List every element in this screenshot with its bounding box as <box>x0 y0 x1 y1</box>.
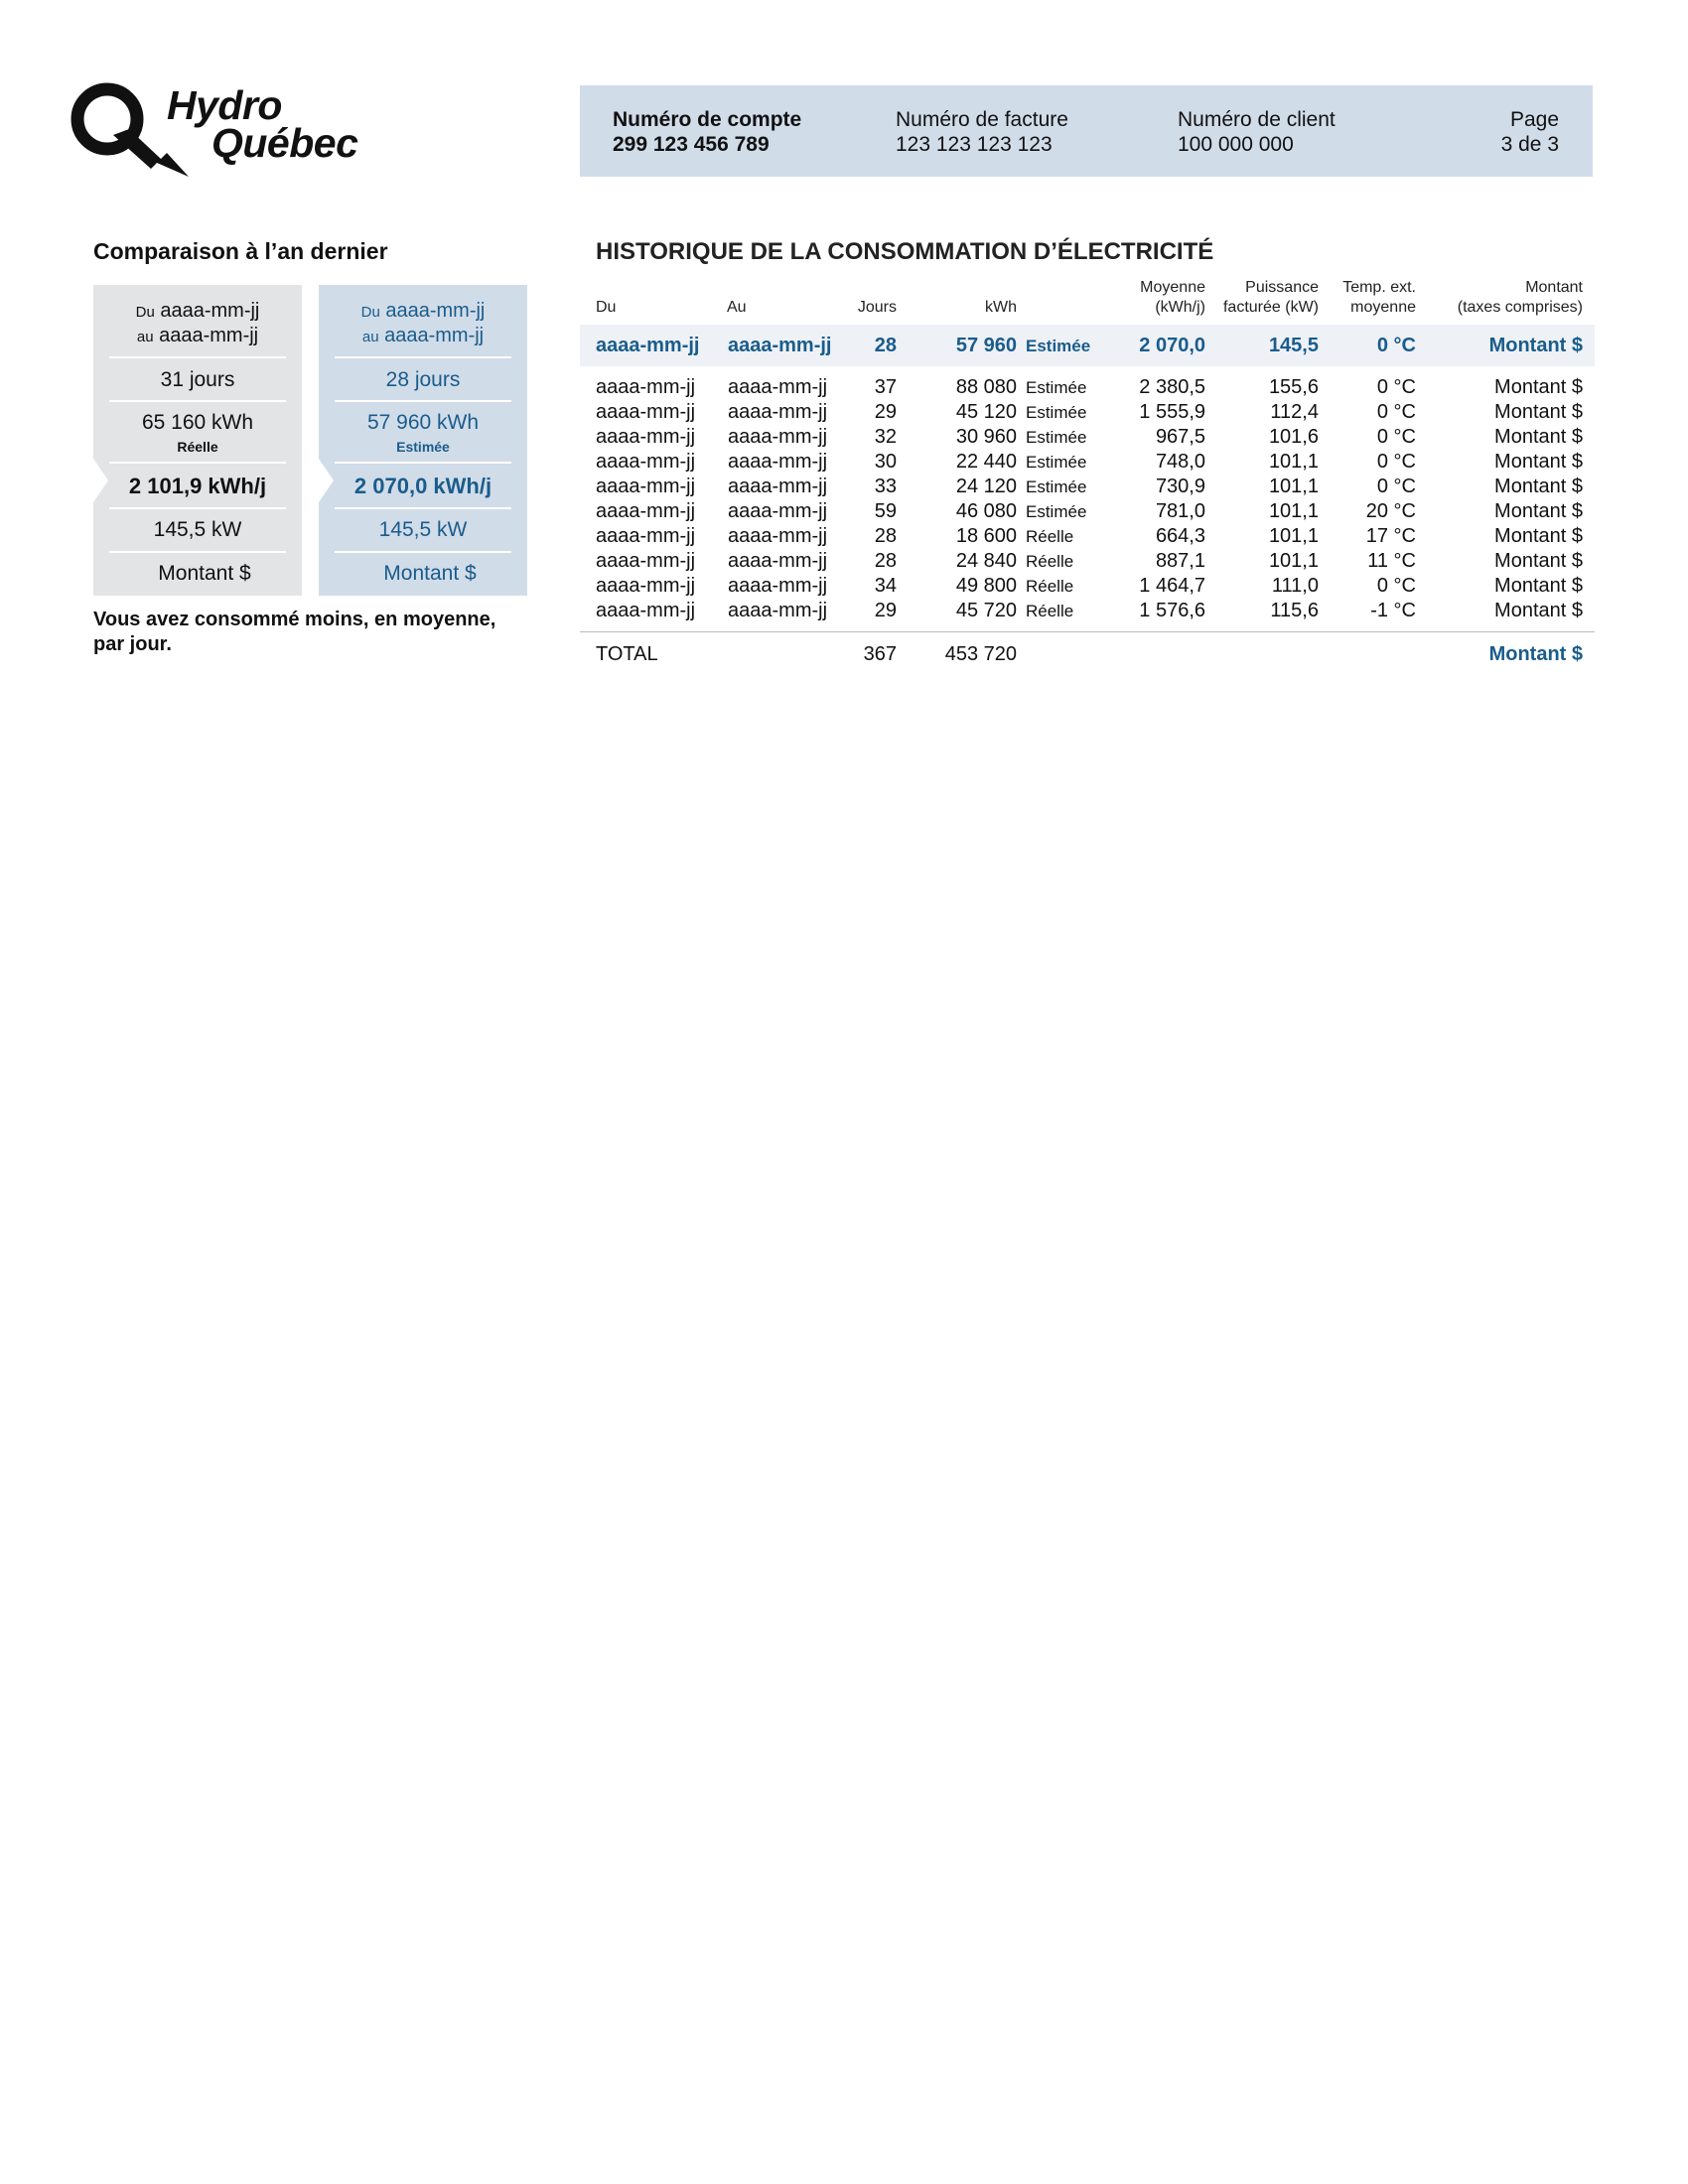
comparison-note-line2: par jour. <box>93 633 172 655</box>
table-row-puissance: 101,1 <box>1268 525 1319 547</box>
divider <box>335 551 511 553</box>
table-row-temp: -1 °C <box>1370 600 1416 621</box>
table-row-du: aaaa-mm-jj <box>596 600 696 621</box>
account-number-label: Numéro de compte <box>613 108 802 131</box>
account-number-block <box>613 107 801 157</box>
logo-text-quebec: Québec <box>211 120 358 166</box>
table-row-temp: 20 °C <box>1365 500 1416 522</box>
table-row-au: aaaa-mm-jj <box>728 525 828 547</box>
table-row-puissance: 115,6 <box>1270 600 1319 621</box>
table-row-jours: 37 <box>874 376 897 398</box>
table-row-au: aaaa-mm-jj <box>728 500 828 522</box>
table-row-moyenne: 1 464,7 <box>1139 575 1205 597</box>
col-header-temp: Temp. ext. moyenne <box>1342 279 1416 316</box>
table-row-status: Estimée <box>1026 378 1087 397</box>
table-row-temp: 11 °C <box>1367 550 1416 572</box>
table-row-moyenne: 748,0 <box>1155 451 1205 473</box>
col-header-moyenne: Moyenne (kWh/j) <box>1140 279 1205 316</box>
table-row-du: aaaa-mm-jj <box>596 476 696 497</box>
invoice-number-value: 123 123 123 123 <box>896 133 1053 156</box>
page-label: Page <box>1509 108 1559 131</box>
table-row-moyenne: 781,0 <box>1155 500 1205 522</box>
table-row-au: aaaa-mm-jj <box>728 376 828 398</box>
curr-period-to: au aaaa-mm-jj <box>361 325 485 346</box>
client-number-label: Numéro de client <box>1178 108 1336 131</box>
current-row-au: aaaa-mm-jj <box>728 335 832 356</box>
table-row-status: Estimée <box>1026 478 1087 496</box>
table-row-puissance: 101,1 <box>1268 451 1319 473</box>
prev-period-from: Du aaaa-mm-jj <box>135 300 260 322</box>
table-row-puissance: 101,6 <box>1268 426 1319 448</box>
table-row-du: aaaa-mm-jj <box>596 575 696 597</box>
current-row-jours: 28 <box>874 335 897 356</box>
table-row-temp: 0 °C <box>1376 401 1416 423</box>
table-row-du: aaaa-mm-jj <box>596 426 696 448</box>
table-row-montant: Montant $ <box>1494 500 1583 522</box>
table-row-jours: 29 <box>874 401 897 423</box>
table-row-jours: 32 <box>874 426 897 448</box>
table-row-jours: 59 <box>874 500 897 522</box>
table-row-montant: Montant $ <box>1494 575 1583 597</box>
table-row-moyenne: 1 576,6 <box>1139 600 1205 621</box>
curr-daily-average: 2 070,0 kWh/j <box>353 474 492 498</box>
comparison-title: Comparaison à l’an dernier <box>93 238 388 264</box>
col-header-puissance: Puissance facturée (kW) <box>1222 279 1319 316</box>
current-row-du: aaaa-mm-jj <box>596 335 700 356</box>
table-row-status: Estimée <box>1026 453 1087 472</box>
table-row-jours: 30 <box>874 451 897 473</box>
table-row-kwh: 24 840 <box>955 550 1017 572</box>
divider <box>335 356 511 358</box>
col-header-kwh: kWh <box>985 299 1017 316</box>
current-row-montant: Montant $ <box>1488 335 1583 356</box>
comparison-previous-year <box>93 285 302 596</box>
table-row-puissance: 101,1 <box>1268 500 1319 522</box>
total-divider <box>580 631 1595 632</box>
logo-text-hydro: Hydro <box>167 82 282 128</box>
table-row-temp: 0 °C <box>1376 476 1416 497</box>
account-header-band <box>580 85 1593 177</box>
table-row-au: aaaa-mm-jj <box>728 575 828 597</box>
divider <box>109 356 286 358</box>
table-row-status: Réelle <box>1026 577 1074 596</box>
divider <box>109 507 286 509</box>
table-row-kwh: 24 120 <box>955 476 1017 497</box>
current-row-kwh: 57 960 <box>955 335 1017 356</box>
table-row-kwh: 22 440 <box>955 451 1017 473</box>
curr-amount: Montant $ <box>383 562 477 585</box>
table-row-kwh: 49 800 <box>955 575 1017 597</box>
total-days: 367 <box>863 643 897 665</box>
table-row-montant: Montant $ <box>1494 451 1583 473</box>
divider <box>109 462 286 464</box>
table-row-du: aaaa-mm-jj <box>596 401 696 423</box>
table-row-status: Estimée <box>1026 502 1087 521</box>
prev-amount: Montant $ <box>158 562 251 585</box>
table-row-puissance: 112,4 <box>1270 401 1319 423</box>
page-number-block <box>1501 107 1559 157</box>
table-row-puissance: 101,1 <box>1268 476 1319 497</box>
account-number-value: 299 123 456 789 <box>613 133 770 156</box>
invoice-number-label: Numéro de facture <box>896 108 1068 131</box>
divider <box>109 400 286 402</box>
table-row-kwh: 45 120 <box>955 401 1017 423</box>
page-value: 3 de 3 <box>1500 133 1559 156</box>
table-row-montant: Montant $ <box>1494 525 1583 547</box>
table-row-du: aaaa-mm-jj <box>596 550 696 572</box>
history-title: HISTORIQUE DE LA CONSOMMATION D’ÉLECTRICITÉ <box>596 238 1214 265</box>
table-row-au: aaaa-mm-jj <box>728 550 828 572</box>
table-row-kwh: 46 080 <box>955 500 1017 522</box>
prev-period-to: au aaaa-mm-jj <box>136 325 259 346</box>
table-row-du: aaaa-mm-jj <box>596 500 696 522</box>
table-row-jours: 29 <box>874 600 897 621</box>
table-row-jours: 28 <box>874 525 897 547</box>
table-row-jours: 28 <box>874 550 897 572</box>
table-row-montant: Montant $ <box>1494 401 1583 423</box>
table-row-au: aaaa-mm-jj <box>728 451 828 473</box>
current-row-moyenne: 2 070,0 <box>1139 335 1205 356</box>
table-row-moyenne: 1 555,9 <box>1139 401 1205 423</box>
table-row-status: Réelle <box>1026 527 1074 546</box>
comparison-note <box>93 608 530 657</box>
table-row-temp: 0 °C <box>1376 575 1416 597</box>
table-row-status: Réelle <box>1026 552 1074 571</box>
total-label: TOTAL <box>596 643 658 665</box>
table-row-moyenne: 2 380,5 <box>1139 376 1205 398</box>
table-row-montant: Montant $ <box>1494 600 1583 621</box>
table-row-puissance: 155,6 <box>1268 376 1319 398</box>
table-row-montant: Montant $ <box>1494 476 1583 497</box>
table-row-du: aaaa-mm-jj <box>596 376 696 398</box>
col-header-montant: Montant (taxes comprises) <box>1457 279 1583 316</box>
col-header-au: Au <box>727 299 747 316</box>
table-row-au: aaaa-mm-jj <box>728 426 828 448</box>
table-row-temp: 0 °C <box>1376 426 1416 448</box>
divider <box>335 507 511 509</box>
table-row-au: aaaa-mm-jj <box>728 476 828 497</box>
client-number-block <box>1178 107 1336 157</box>
table-row-montant: Montant $ <box>1494 550 1583 572</box>
table-row-au: aaaa-mm-jj <box>728 600 828 621</box>
table-row-kwh: 30 960 <box>955 426 1017 448</box>
col-header-du: Du <box>596 299 617 316</box>
divider <box>109 551 286 553</box>
table-row-temp: 17 °C <box>1365 525 1416 547</box>
table-row-du: aaaa-mm-jj <box>596 451 696 473</box>
current-row-status: Estimée <box>1026 337 1091 355</box>
curr-period-from: Du aaaa-mm-jj <box>360 300 486 322</box>
invoice-number-block <box>896 107 1068 157</box>
prev-days: 31 jours <box>160 368 235 391</box>
table-row-temp: 0 °C <box>1376 376 1416 398</box>
table-row-du: aaaa-mm-jj <box>596 525 696 547</box>
curr-days: 28 jours <box>385 368 461 391</box>
table-row-montant: Montant $ <box>1494 426 1583 448</box>
current-row-puissance: 145,5 <box>1268 335 1319 356</box>
client-number-value: 100 000 000 <box>1178 133 1294 156</box>
prev-power: 145,5 kW <box>153 518 242 541</box>
current-row-temp: 0 °C <box>1376 335 1416 356</box>
table-row-status: Estimée <box>1026 403 1087 422</box>
curr-power: 145,5 kW <box>378 518 468 541</box>
table-row-moyenne: 730,9 <box>1155 476 1205 497</box>
total-kwh: 453 720 <box>944 643 1017 665</box>
table-row-kwh: 88 080 <box>955 376 1017 398</box>
table-row-puissance: 101,1 <box>1268 550 1319 572</box>
table-row-jours: 34 <box>874 575 897 597</box>
divider <box>335 400 511 402</box>
prev-kwh: 65 160 kWh <box>141 411 254 434</box>
table-row-moyenne: 967,5 <box>1155 426 1205 448</box>
table-row-temp: 0 °C <box>1376 451 1416 473</box>
table-row-moyenne: 887,1 <box>1155 550 1205 572</box>
col-header-jours: Jours <box>857 299 897 316</box>
prev-daily-average: 2 101,9 kWh/j <box>128 474 267 498</box>
comparison-note-line1: Vous avez consommé moins, en moyenne, <box>93 609 496 630</box>
curr-kwh: 57 960 kWh <box>366 411 480 434</box>
table-row-status: Estimée <box>1026 428 1087 447</box>
table-row-status: Réelle <box>1026 602 1074 620</box>
table-row-kwh: 18 600 <box>955 525 1017 547</box>
table-row-moyenne: 664,3 <box>1155 525 1205 547</box>
comparison-current-period <box>319 285 527 596</box>
divider <box>335 462 511 464</box>
table-row-puissance: 111,0 <box>1271 575 1319 597</box>
curr-reading-type: Estimée <box>396 439 450 455</box>
table-row-montant: Montant $ <box>1494 376 1583 398</box>
total-amount: Montant $ <box>1488 643 1583 665</box>
hydro-quebec-logo <box>70 79 387 179</box>
table-row-kwh: 45 720 <box>955 600 1017 621</box>
prev-reading-type: Réelle <box>177 439 218 455</box>
table-row-au: aaaa-mm-jj <box>728 401 828 423</box>
table-row-jours: 33 <box>874 476 897 497</box>
